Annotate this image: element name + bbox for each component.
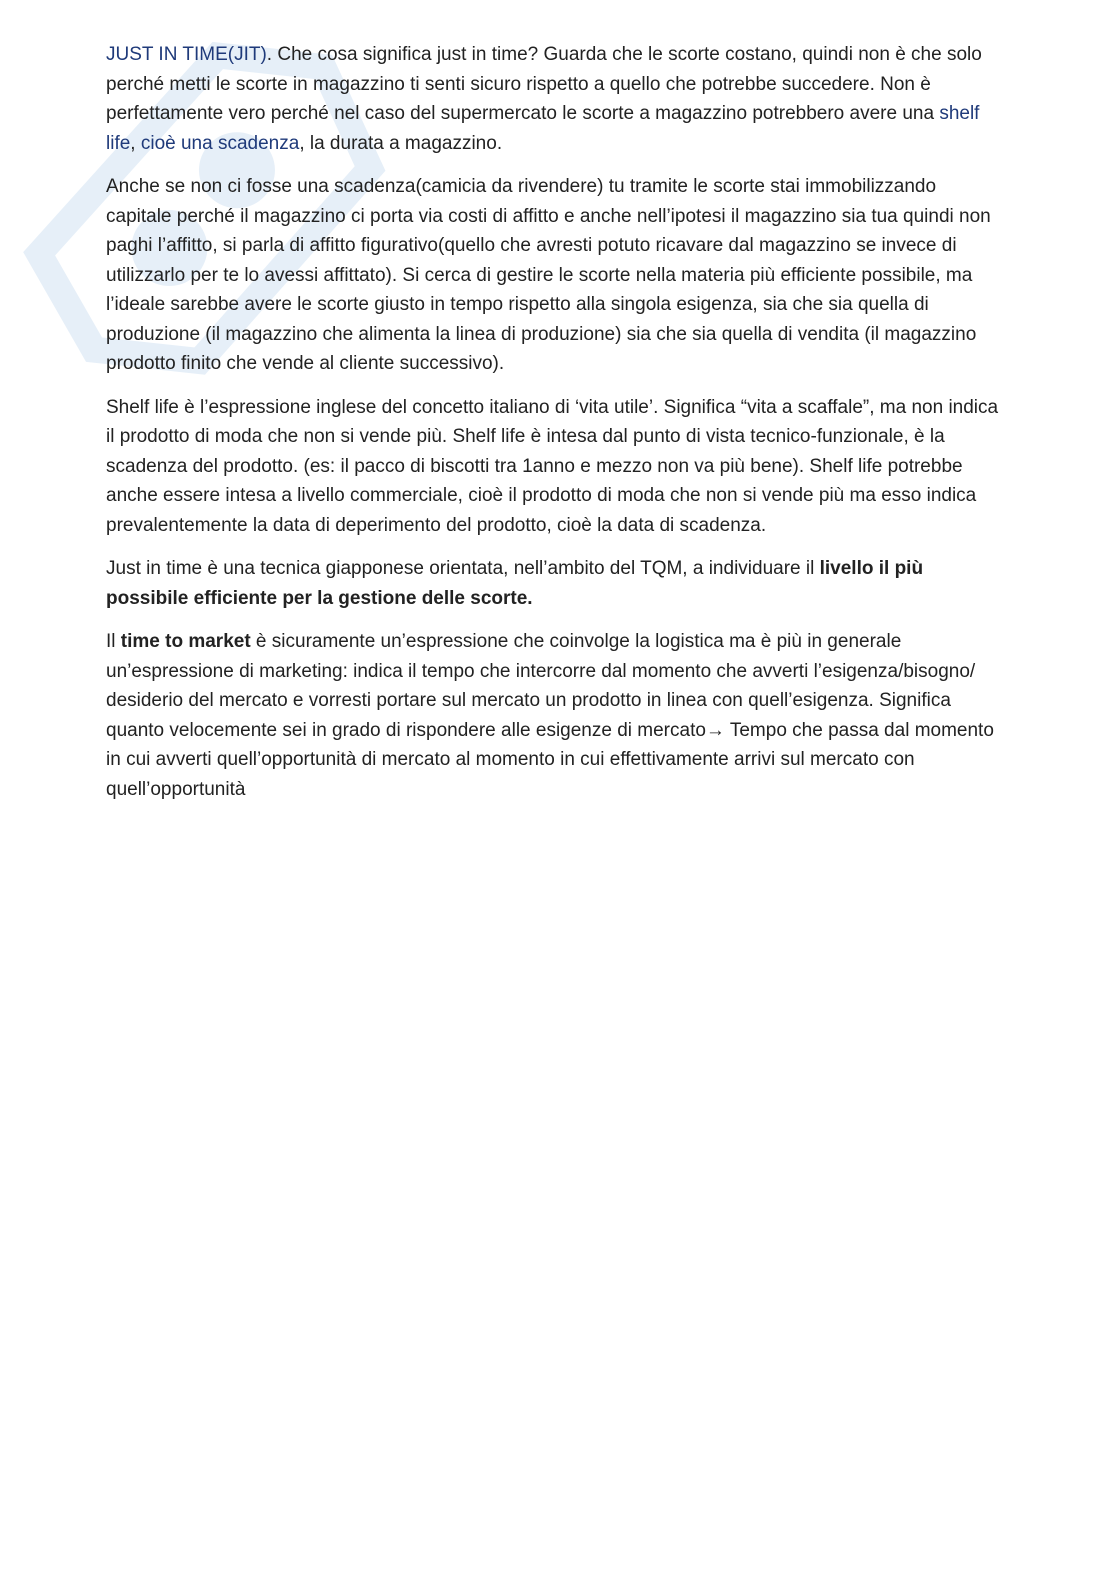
paragraph-jit-intro — [106, 40, 1006, 158]
paragraph-shelf-life: Shelf life è l’espressione inglese del concetto italiano di ‘vita utile’. Significa “vita a scaffale”, ma non indica il prodotto di moda che non si vende più. Shelf life è intesa dal punto di vista tecnico-funzionale, è la scadenza del prodotto. (es: il pacco di biscotti tra 1anno e mezzo non va più bene). Shelf life potrebbe anche essere intesa a livello commerciale, cioè il prodotto di moda che non si vende più ma esso indica prevalentemente la data di deperimento del prodotto, cioè la data di scadenza. — [106, 396, 999, 536]
jit-intro-text-1: . Che cosa significa just in time? Guarda che le scorte costano, quindi non è che solo perché metti le scorte in magazzino ti senti sicuro rispetto a quello che potrebbe succedere. Non è perfettamente vero perché nel caso del supermercato le scorte a magazzino potrebbero avere una — [106, 44, 982, 124]
document-body — [106, 40, 1006, 818]
jit-intro-text-3: , la durata a magazzino. — [299, 132, 503, 154]
jit-definition-bold: livello il più possibile efficiente per la gestione delle scorte. — [106, 558, 924, 609]
ttm-text-1: Il — [106, 631, 121, 652]
paragraph-capital: Anche se non ci fosse una scadenza(camicia da rivendere) tu tramite le scorte stai immobilizzando capitale perché il magazzino ci porta via costi di affitto e anche nell’ipotesi il magazzino sia tua quindi non paghi l’affitto, si parla di affitto figurativo(quello che avresti potuto ricavare dal magazzino se invece di utilizzarlo per te lo avessi affittato). Si cerca di gestire le scorte nella materia più efficiente possibile, ma l’ideale sarebbe avere le scorte giusto in tempo rispetto alla singola esigenza, sia che sia quella di produzione (il magazzino che alimenta la linea di produzione) sia che sia quella di vendita (il magazzino prodotto finito che vende al cliente successivo). — [106, 176, 991, 374]
paragraph-jit-definition — [106, 554, 1006, 613]
scadenza-term: cioè una scadenza — [140, 132, 300, 154]
shelf-life-term: shelf life — [106, 103, 980, 154]
jit-definition-text: Just in time è una tecnica giapponese orientata, nell’ambito del TQM, a individuare il — [106, 558, 820, 579]
ttm-text-2: è sicuramente un’espressione che coinvolge la logistica ma è più in generale un’espressione di marketing: indica il tempo che intercorre dal momento che avverti l’esigenza/bisogno/ desiderio del mercato e vorresti portare sul mercato un prodotto in linea con quell’esigenza. Significa quanto velocemente sei in grado di rispondere alle esigenze di mercato→ Tempo che passa dal momento in cui avverti quell’opportunità di mercato al momento in cui effettivamente arrivi sul mercato con quell’opportunità — [106, 631, 994, 800]
jit-heading: JUST IN TIME(JIT) — [106, 44, 267, 65]
ttm-bold: time to market — [120, 631, 251, 652]
jit-intro-text-2: , — [130, 132, 141, 154]
paragraph-time-to-market — [106, 627, 1006, 804]
